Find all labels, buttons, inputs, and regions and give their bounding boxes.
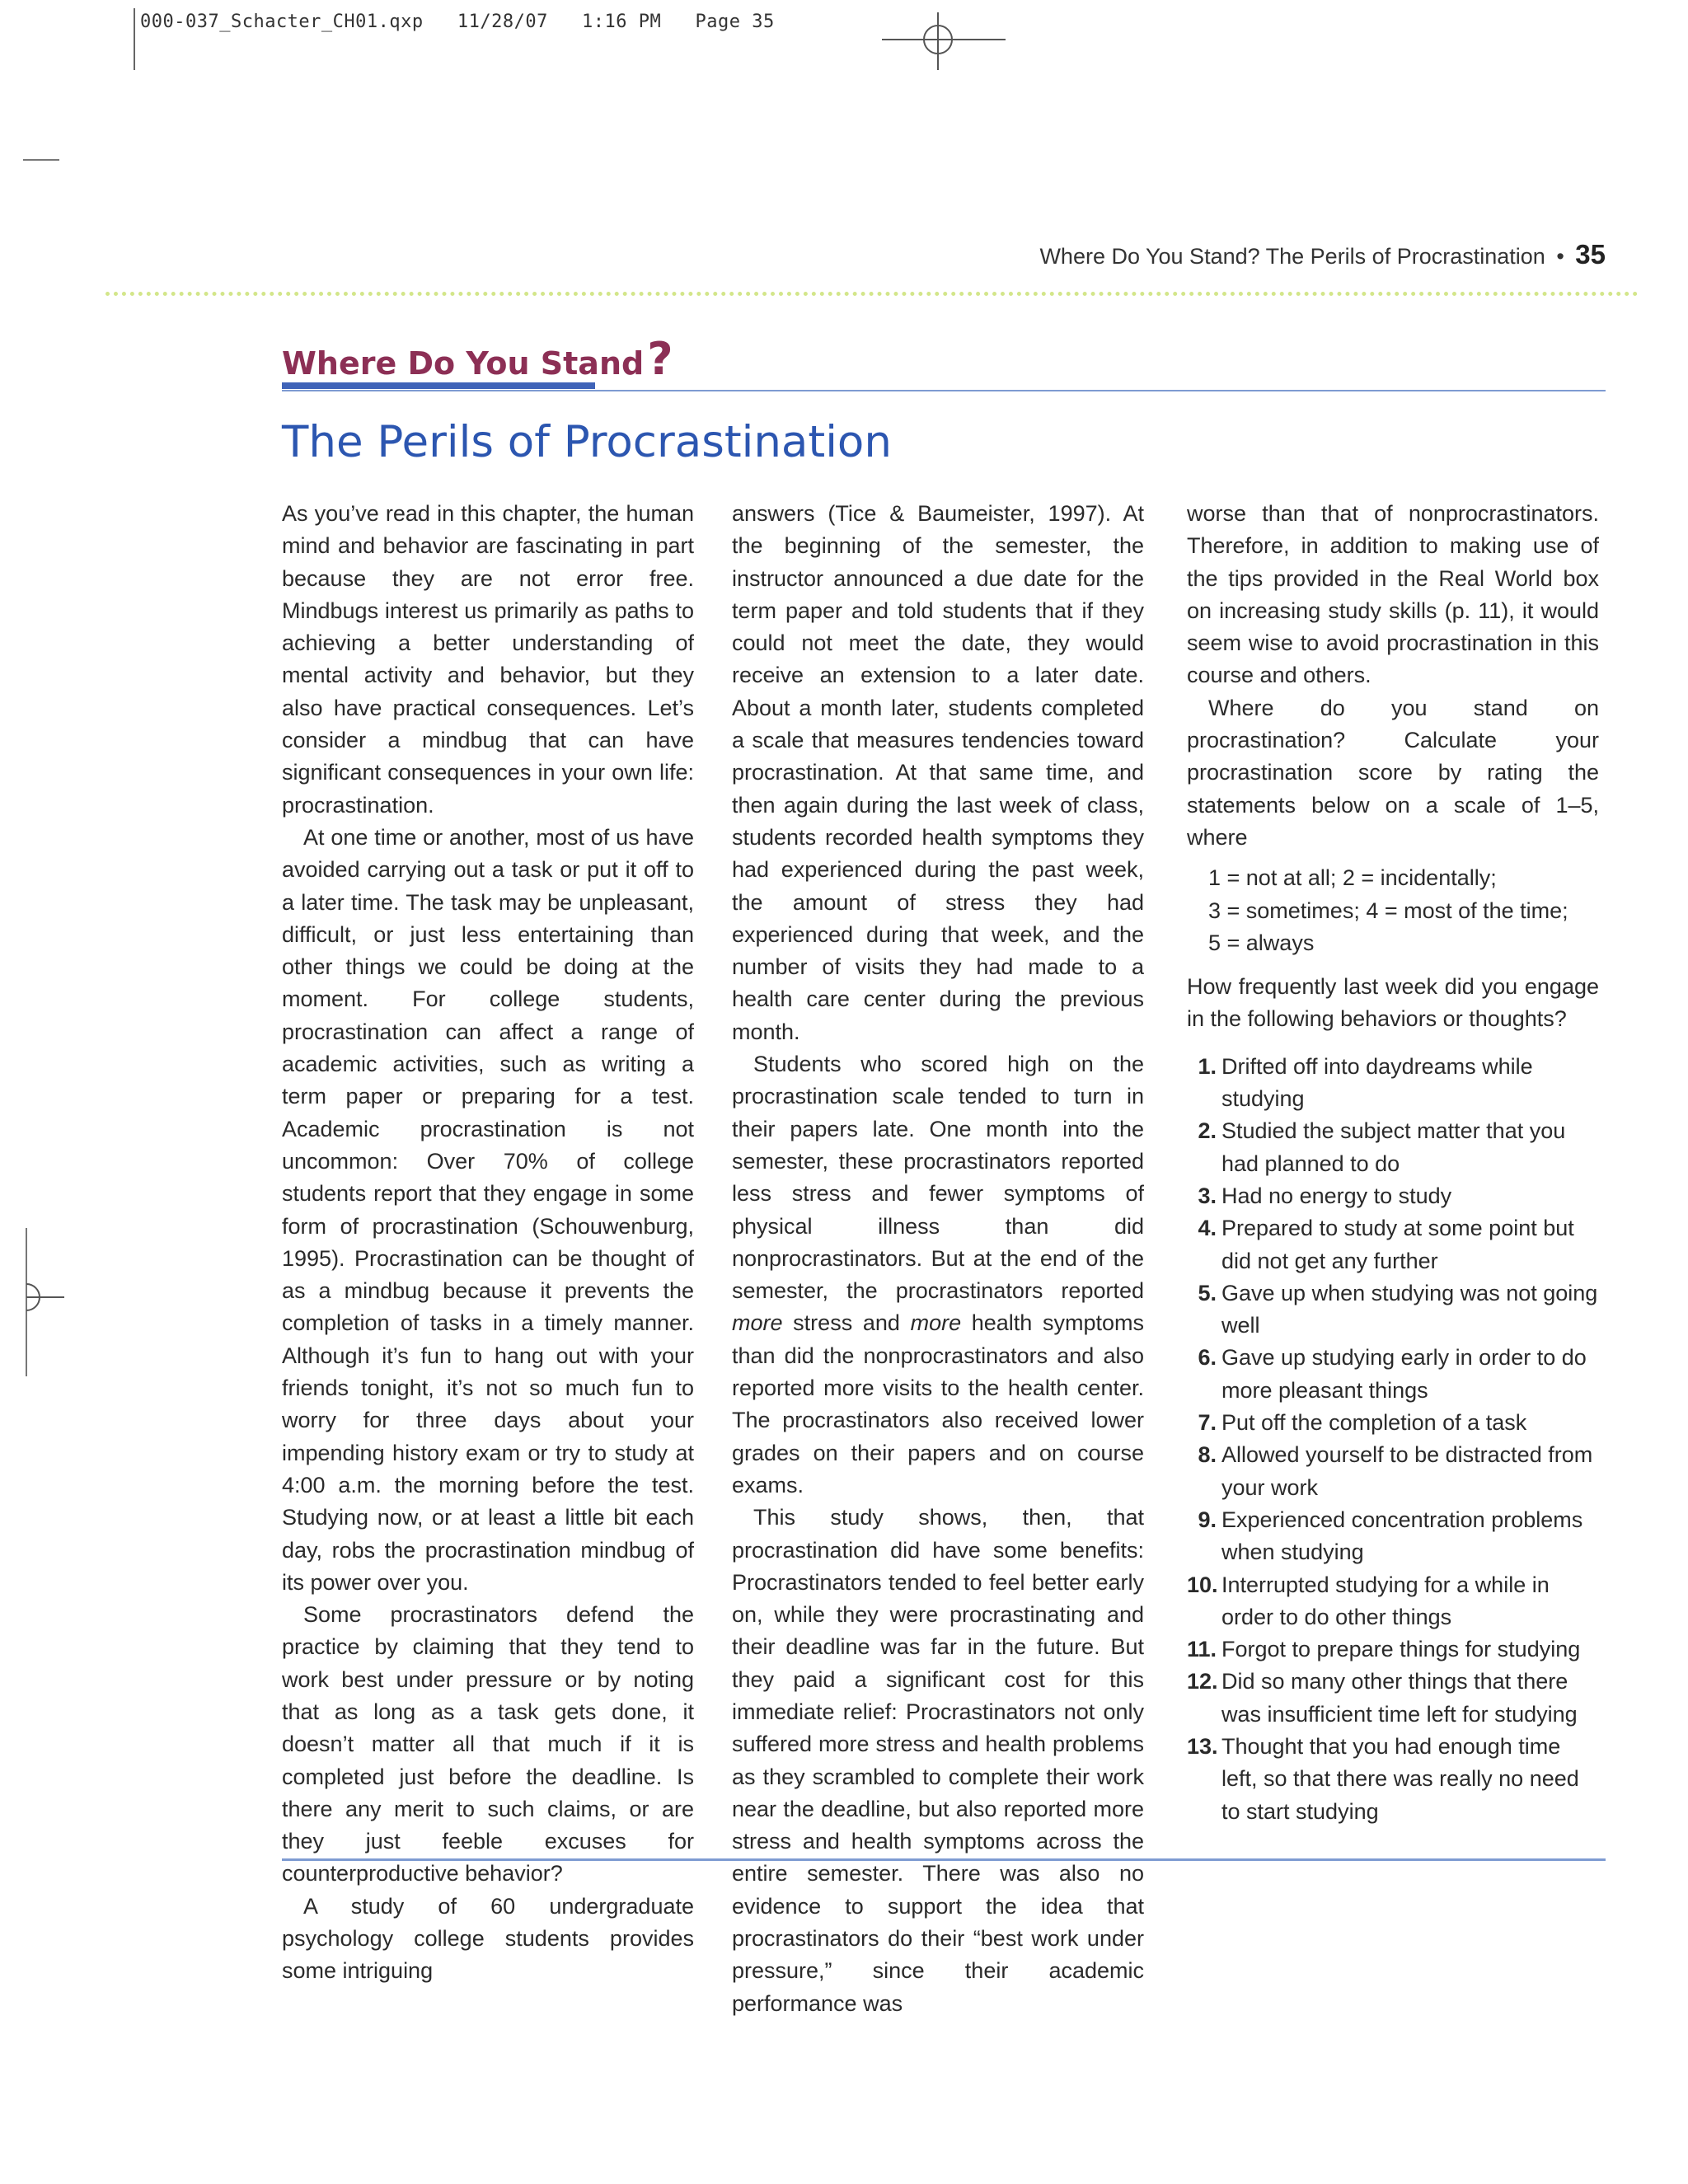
item-number: 3. [1198,1183,1217,1208]
text-column-2 [732,498,1144,2020]
item-text: Forgot to prepare things for studying [1221,1637,1581,1662]
paragraph: worse than that of nonprocrastinators. Therefore, in addition to making use of the tips provided in the Real World box on increasing study skills (p. 11), it would seem wise to avoid procrastination in this course and others. [1187,501,1599,688]
item-number: 5. [1198,1280,1217,1305]
item-text: Experienced concentration problems when studying [1221,1507,1583,1565]
running-head-title: Where Do You Stand? The Perils of Procrastination [1039,244,1545,269]
feature-title: The Perils of Procrastination [282,417,892,467]
list-item [1187,1569,1599,1634]
list-item [1187,1212,1599,1277]
item-text: Gave up when studying was not going well [1221,1280,1598,1338]
paragraph [732,1048,1144,1502]
item-text: Drifted off into daydreams while studying [1221,1053,1533,1112]
list-item [1187,1439,1599,1504]
item-number: 7. [1198,1410,1217,1436]
item-number: 10. [1187,1572,1218,1597]
behavior-list [1187,1051,1599,1828]
scale-line: 1 = not at all; 2 = incidentally; [1208,865,1497,891]
item-text: Gave up studying early in order to do more pleasant things [1221,1345,1587,1403]
item-number: 2. [1198,1118,1217,1144]
paragraph: answers (Tice & Baumeister, 1997). At the beginning of the semester, the instructor announced a due date for the term paper and told students that if they could not meet the date, they would receive an extension to a later date. About a month later, students completed a scale that measures tendencies toward procrastination. At that same time, and then again during the last week of class, students recorded health symptoms they had experienced during the past week, the amount of stress they had experienced during that week, and the number of visits they had made to a health care center during the previous month. [732,501,1144,1044]
kicker-text: Where Do You Stand [282,345,645,382]
list-item [1187,1180,1599,1212]
feature-kicker [282,333,673,385]
paragraph: Some procrastinators defend the practice by claiming that they tend to work best under pressure or by noting that as long as a task gets done, it doesn’t matter all that much if it is completed just before the deadline. Is there any merit to such claims, or are they just feeble excuses for counterproductive behavior? [282,1602,694,1886]
item-number: 12. [1187,1669,1218,1694]
paragraph: This study shows, then, that procrastination did have some benefits: Procrastinators tended to feel better early on, while they were procrastinating and their deadline was far in the future. But they paid a significant cost for this immediate relief: Procrastinators not only suffered more stress and health problems as they scrambled to complete their work near the deadline, but also reported more stress and health symptoms across the entire semester. There was also no evidence to support the idea that procrastinators do their “best work under pressure,” since their academic performance was [732,1505,1144,2016]
list-item [1187,1407,1599,1439]
crop-mark [23,159,59,161]
item-number: 8. [1198,1442,1217,1468]
item-number: 9. [1198,1507,1217,1532]
text-column-1 [282,498,694,1988]
list-item [1187,1666,1599,1731]
item-text: Had no energy to study [1221,1183,1452,1208]
item-text: Allowed yourself to be distracted from your work [1221,1442,1593,1500]
item-number: 1. [1198,1053,1217,1079]
list-item [1187,1342,1599,1407]
text-column-3 [1187,498,1599,1828]
item-text: Did so many other things that there was insufficient time left for studying [1221,1669,1578,1727]
item-text: Studied the subject matter that you had planned to do [1221,1118,1566,1176]
scale-line: 3 = sometimes; 4 = most of the time; [1208,898,1568,923]
page-number: 35 [1575,239,1606,269]
dotted-rule [106,292,1639,296]
scale-line: 5 = always [1208,930,1315,955]
registration-mark-icon [16,1228,66,1376]
item-text: Thought that you had enough time left, so that there was really no need to start studying [1221,1733,1579,1824]
item-number: 13. [1187,1733,1218,1759]
kicker-underline-bar [282,382,595,389]
emphasis: more [732,1310,783,1336]
kicker-rule [282,390,1606,391]
bottom-rule [282,1858,1606,1861]
paragraph: A study of 60 undergraduate psychology college students provides some intriguing [282,1893,694,1984]
item-text: Put off the completion of a task [1221,1410,1527,1436]
paragraph: Where do you stand on procrastination? Calculate your procrastination score by rating the statements below on a scale of 1–5, where [1187,695,1599,850]
item-text: Prepared to study at some point but did not get any further [1221,1216,1574,1273]
text-run: health symptoms than did the nonprocrastinators and also reported more visits to the health center. The procrastinators also received lower grades on their papers and on course exams. [732,1310,1145,1497]
item-number: 11. [1187,1637,1217,1662]
paragraph: At one time or another, most of us have avoided carrying out a task or put it off to a later time. The task may be unpleasant, difficult, or just less entertaining than other things we could be doing at the moment. For college students, procrastination can affect a range of academic activities, such as writing a term paper or preparing for a test. Academic procrastination is not uncommon: Over 70% of college students report that they engage in some form of procrastination (Schouwenburg, 1995). Procrastination can be thought of as a mindbug because it prevents the completion of tasks in a timely manner. Although it’s fun to hang out with your friends tonight, it’s not so much fun to worry for three days about your impending history exam or try to study at 4:00 a.m. the morning before the test. Studying now, or at least a little bit each day, robs the procrastination mindbug of its power over you. [282,824,694,1595]
running-head [1039,239,1606,270]
registration-mark-icon [882,8,1006,74]
text-run: Students who scored high on the procrastination scale tended to turn in their papers late. One month into the semester, these procrastinators reported less stress and fewer symptoms of physical illness than did nonprocrastinators. But at the end of the semester, the procrastinators reported [732,1052,1144,1304]
item-number: 4. [1198,1216,1217,1241]
list-item [1187,1731,1599,1828]
running-head-bullet: • [1556,244,1564,269]
emphasis: more [910,1310,962,1336]
text-run: stress and [782,1310,911,1336]
list-item [1187,1504,1599,1569]
printer-slug: 000-037_Schacter_CH01.qxp 11/28/07 1:16 PM Page 35 [140,12,775,32]
list-item [1187,1277,1599,1343]
item-number: 6. [1198,1345,1217,1371]
slug-bar [134,8,135,70]
list-item [1187,1633,1599,1666]
kicker-question-mark: ? [647,333,673,385]
list-item [1187,1115,1599,1180]
rating-scale [1208,862,1599,959]
list-item [1187,1051,1599,1116]
paragraph: As you’ve read in this chapter, the human mind and behavior are fascinating in part because they are not error free. Mindbugs interest us primarily as paths to achieving a better understanding of mental activity and behavior, but they also have practical consequences. Let’s consider a mindbug that can have significant consequences in your own life: procrastination. [282,501,694,818]
question-prompt: How frequently last week did you engage in the following behaviors or thoughts? [1187,974,1599,1032]
item-text: Interrupted studying for a while in order to do other things [1221,1572,1550,1629]
